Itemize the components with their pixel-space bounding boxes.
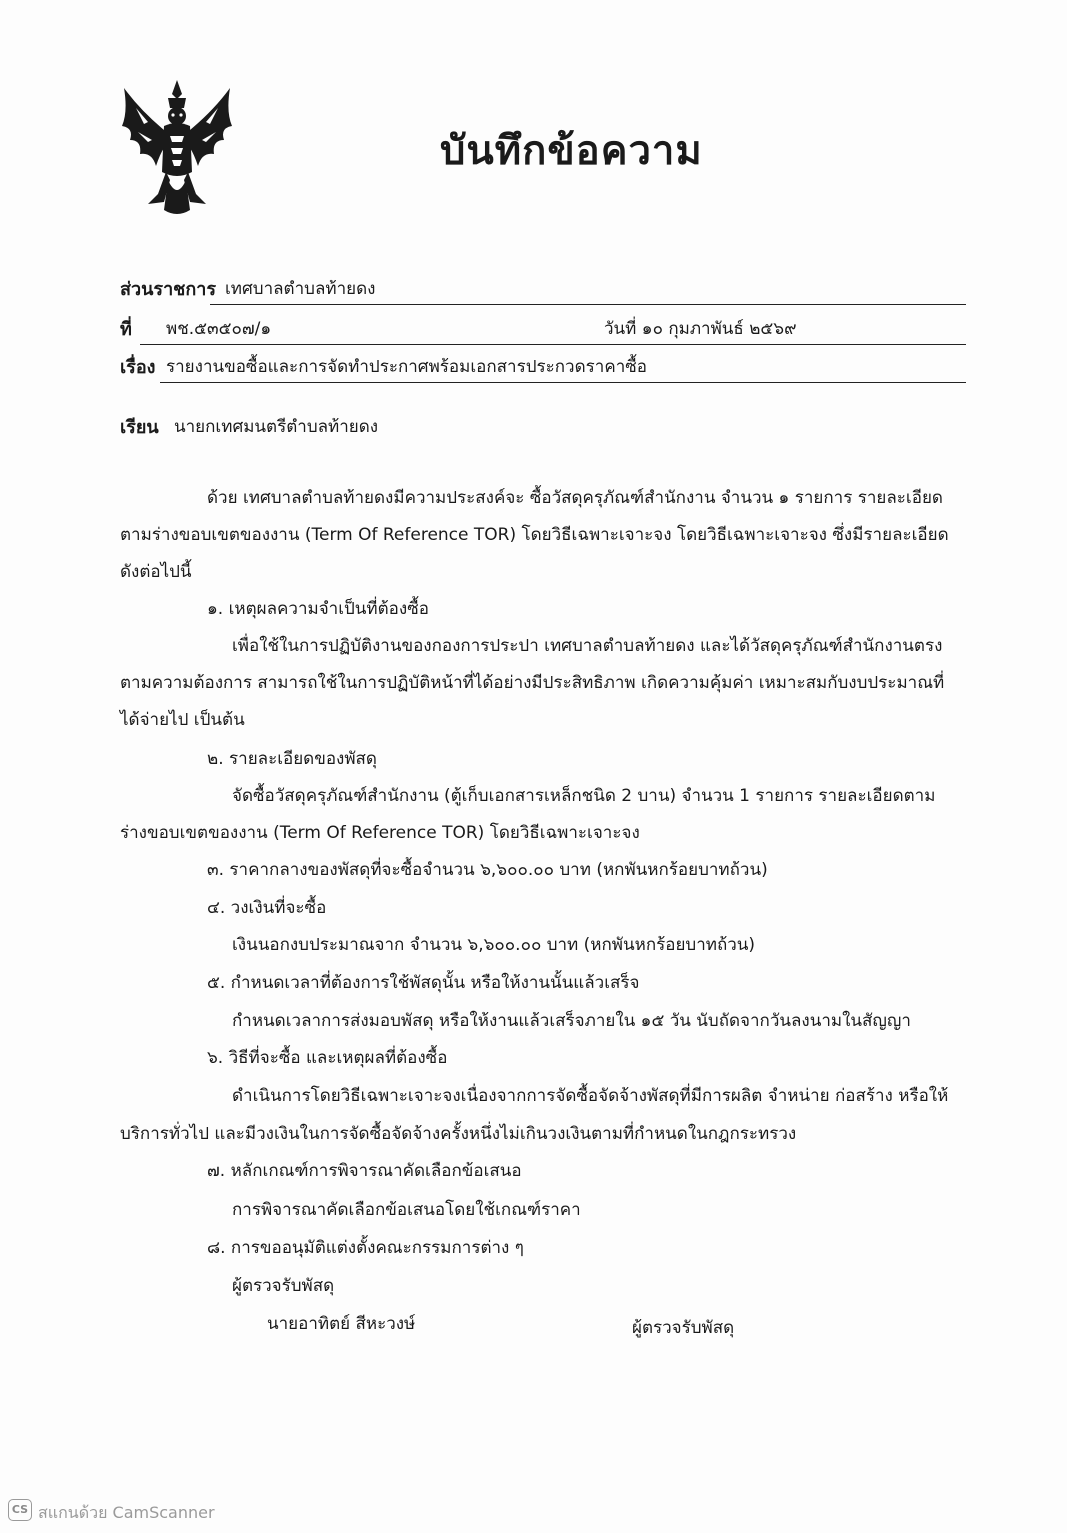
- section-1-line-2: ตามความต้องการ สามารถใช้ในการปฏิบัติหน้าที่ได้อย่างมีประสิทธิภาพ เกิดความคุ้มค่า เหมาะสมกับงบประมาณที่: [120, 673, 945, 693]
- committee-member-role: ผู้ตรวจรับพัสดุ: [632, 1318, 735, 1338]
- section-1-line-1: เพื่อใช้ในการปฏิบัติงานของกองการประปา เทศบาลตำบลท้ายดง และได้วัสดุครุภัณฑ์สำนักงานตรง: [232, 636, 943, 656]
- section-5-heading: ๕. กำหนดเวลาที่ต้องการใช้พัสดุนั้น หรือให้งานนั้นแล้วเสร็จ: [207, 973, 640, 993]
- to-value: นายกเทศมนตรีตำบลท้ายดง: [174, 417, 379, 437]
- section-5-line-1: กำหนดเวลาการส่งมอบพัสดุ หรือให้งานแล้วเสร็จภายใน ๑๕ วัน นับถัดจากวันลงนามในสัญญา: [232, 1011, 911, 1031]
- section-4-heading: ๔. วงเงินที่จะซื้อ: [207, 898, 327, 918]
- committee-member-name: นายอาทิตย์ สีหะวงษ์: [267, 1314, 416, 1334]
- section-6-line-1: ดำเนินการโดยวิธีเฉพาะเจาะจงเนื่องจากการจัดซื้อจัดจ้างพัสดุที่มีการผลิต จำหน่าย ก่อสร้าง หรือให้: [232, 1086, 949, 1106]
- intro-line-1: ด้วย เทศบาลตำบลท้ายดงมีความประสงค์จะ ซื้อวัสดุครุภัณฑ์สำนักงาน จำนวน ๑ รายการ รายละเอียด: [207, 488, 943, 508]
- memo-date: วันที่ ๑๐ กุมภาพันธ์ ๒๕๖๙: [604, 319, 797, 339]
- section-8-subheading: ผู้ตรวจรับพัสดุ: [232, 1276, 335, 1296]
- ref-label: ที่: [120, 319, 132, 340]
- subject-rule: [160, 382, 966, 383]
- agency-value: เทศบาลตำบลท้ายดง: [225, 279, 376, 299]
- ref-rule: [140, 344, 966, 345]
- camscanner-logo-icon: CS: [8, 1499, 32, 1521]
- agency-label: ส่วนราชการ: [120, 279, 217, 300]
- to-label: เรียน: [120, 417, 159, 438]
- section-7-line-1: การพิจารณาคัดเลือกข้อเสนอโดยใช้เกณฑ์ราคา: [232, 1200, 581, 1220]
- subject-label: เรื่อง: [120, 357, 156, 378]
- section-2-heading: ๒. รายละเอียดของพัสดุ: [207, 749, 377, 769]
- memo-title: บันทึกข้อความ: [440, 128, 703, 174]
- intro-line-3: ดังต่อไปนี้: [120, 562, 192, 582]
- section-4-line-1: เงินนอกงบประมาณจาก จำนวน ๖,๖๐๐.๐๐ บาท (หกพันหกร้อยบาทถ้วน): [232, 935, 756, 955]
- subject-value: รายงานขอซื้อและการจัดทำประกาศพร้อมเอกสารประกวดราคาซื้อ: [166, 357, 647, 377]
- camscanner-watermark: สแกนด้วย CamScanner: [38, 1503, 215, 1522]
- section-8-heading: ๘. การขออนุมัติแต่งตั้งคณะกรรมการต่าง ๆ: [207, 1238, 524, 1258]
- section-3-heading: ๓. ราคากลางของพัสดุที่จะซื้อจำนวน ๖,๖๐๐.๐๐ บาท (หกพันหกร้อยบาทถ้วน): [207, 860, 768, 880]
- section-6-heading: ๖. วิธีที่จะซื้อ และเหตุผลที่ต้องซื้อ: [207, 1048, 448, 1068]
- garuda-emblem-icon: [118, 76, 236, 221]
- ref-value: พช.๕๓๕๐๗/๑: [166, 319, 272, 339]
- section-1-line-3: ได้จ่ายไป เป็นต้น: [120, 710, 245, 730]
- intro-line-2: ตามร่างขอบเขตของงาน (Term Of Reference TOR) โดยวิธีเฉพาะเจาะจง โดยวิธีเฉพาะเจาะจง ซึ่งมีรายละเอียด: [120, 525, 949, 545]
- section-6-line-2: บริการทั่วไป และมีวงเงินในการจัดซื้อจัดจ้างครั้งหนึ่งไม่เกินวงเงินตามที่กำหนดในกฎกระทรวง: [120, 1124, 797, 1144]
- section-2-line-2: ร่างขอบเขตของงาน (Term Of Reference TOR) โดยวิธีเฉพาะเจาะจง: [120, 823, 640, 843]
- section-7-heading: ๗. หลักเกณฑ์การพิจารณาคัดเลือกข้อเสนอ: [207, 1161, 522, 1181]
- section-1-heading: ๑. เหตุผลความจำเป็นที่ต้องซื้อ: [207, 599, 429, 619]
- section-2-line-1: จัดซื้อวัสดุครุภัณฑ์สำนักงาน (ตู้เก็บเอกสารเหล็กชนิด 2 บาน) จำนวน 1 รายการ รายละเอียดตาม: [232, 786, 936, 806]
- agency-rule: [210, 304, 966, 305]
